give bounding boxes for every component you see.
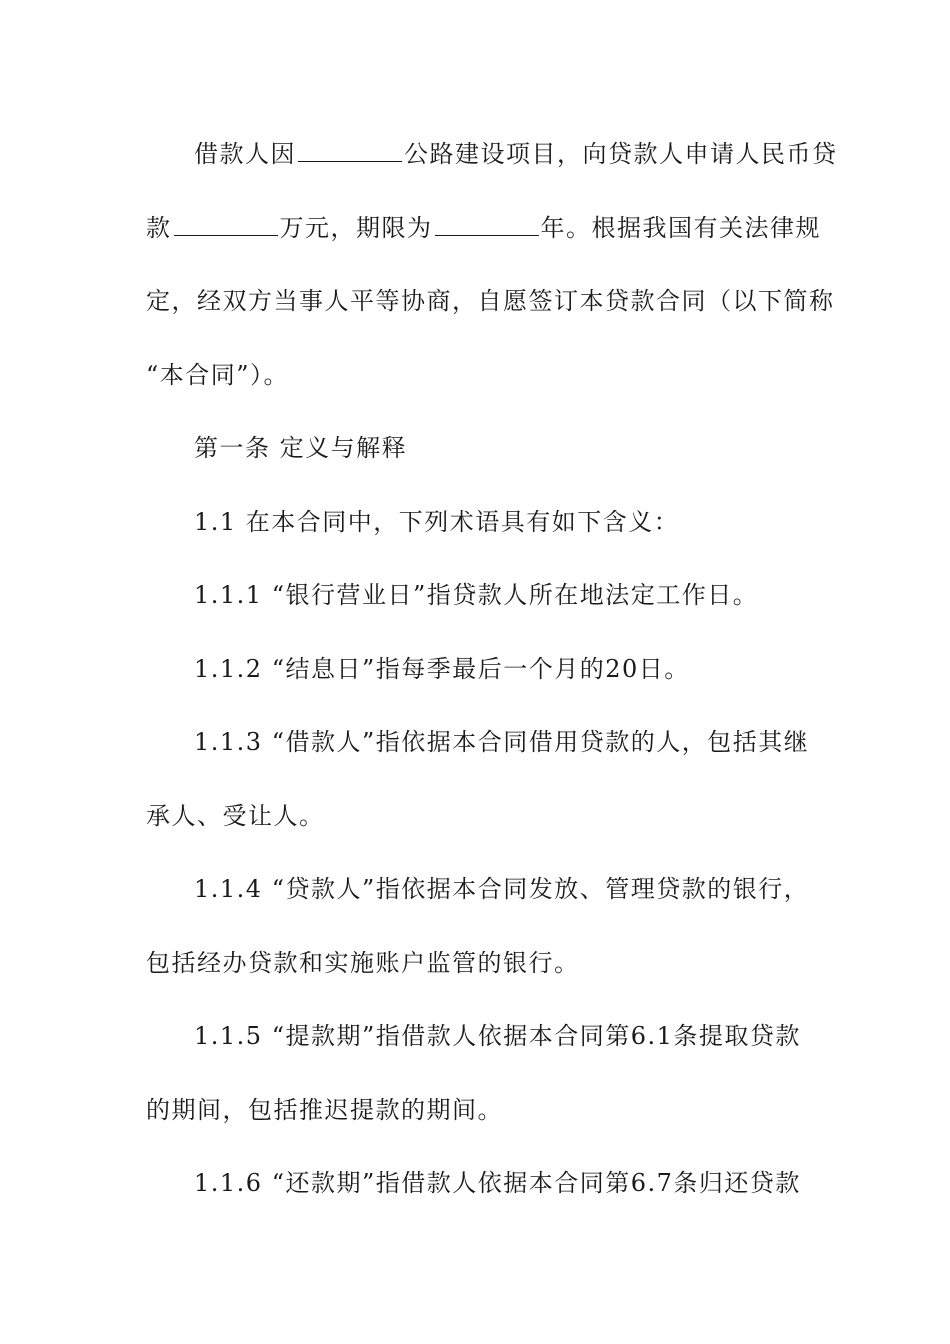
intro-line-2 [146,192,821,266]
article-1-heading-text: 第一条 定义与解释 [194,434,408,462]
clause-1-1-4 [146,853,810,1000]
clause-1-1 [146,486,810,560]
intro-text-4: 万元，期限为 [279,213,433,242]
loan-amount-blank[interactable] [174,217,278,236]
intro-paragraph [146,118,838,412]
document-page [146,118,838,1221]
clause-1-1-5-line-2: 的期间，包括推迟提款的期间。 [146,1095,503,1124]
clause-1-1-3-line-1: 1.1.3 “借款人”指依据本合同借用贷款的人，包括其继 [194,728,810,756]
clause-1-1-text: 1.1 在本合同中，下列术语具有如下含义： [194,507,680,536]
intro-text-2: 公路建设项目，向贷款人申请人民币贷 [404,140,838,168]
clause-1-1-5 [146,1000,810,1147]
clause-1-1-2-text: 1.1.2 “结息日”指每季最后一个月的20日。 [194,654,690,683]
article-1-heading [146,412,810,486]
project-name-blank[interactable] [298,143,402,162]
clause-1-1-6-line-1: 1.1.6 “还款期”指借款人依据本合同第6.7条归还贷款 [194,1169,801,1197]
clause-1-1-1 [146,559,810,633]
intro-line-4: “本合同”）。 [146,360,290,389]
clause-1-1-6 [146,1147,810,1221]
intro-text-5: 年。根据我国有关法律规 [540,213,821,242]
intro-line-1 [146,118,838,192]
intro-line-3: 定，经双方当事人平等协商，自愿签订本贷款合同（以下简称 [146,287,835,315]
clause-1-1-3 [146,706,810,853]
clause-1-1-1-text: 1.1.1 “银行营业日”指贷款人所在地法定工作日。 [194,581,759,609]
clause-1-1-3-line-2: 承人、受让人。 [146,801,325,830]
intro-text-1: 借款人因 [194,140,296,168]
intro-text-3: 款 [146,213,172,242]
clause-1-1-2 [146,633,810,707]
clause-1-1-4-line-2: 包括经办贷款和实施账户监管的银行。 [146,948,580,977]
clause-1-1-4-line-1: 1.1.4 “贷款人”指依据本合同发放、管理贷款的银行， [194,875,810,903]
clause-1-1-5-line-1: 1.1.5 “提款期”指借款人依据本合同第6.1条提取贷款 [194,1022,801,1050]
loan-term-blank[interactable] [435,217,539,236]
